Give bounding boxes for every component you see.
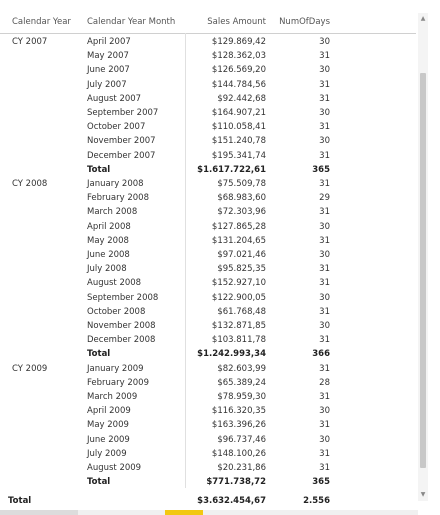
row-month: May 2008 <box>87 235 129 246</box>
cell-sales-amount: $95.825,35 <box>217 264 266 275</box>
row-month: April 2007 <box>87 37 131 47</box>
cell-sales-amount: $20.231,86 <box>217 463 266 473</box>
row-month: July 2008 <box>87 264 127 275</box>
cell-sales-amount: $131.204,65 <box>211 235 266 246</box>
row-header-calendar-year[interactable]: CY 2007 <box>12 37 48 47</box>
cell-num-of-days: 31 <box>319 463 330 473</box>
cell-num-of-days: 30 <box>319 108 330 118</box>
subtotal-sales-amount: $771.738,72 <box>206 477 266 488</box>
subtotal-label: Total <box>87 164 111 175</box>
cell-num-of-days: 30 <box>319 65 330 76</box>
cell-num-of-days: 30 <box>319 221 330 232</box>
row-month: April 2008 <box>87 221 131 232</box>
cell-num-of-days: 31 <box>319 278 330 289</box>
row-month: March 2008 <box>87 207 138 218</box>
cell-sales-amount: $164.907,21 <box>211 108 266 118</box>
cell-sales-amount: $129.869,42 <box>211 37 266 47</box>
cell-sales-amount: $65.389,24 <box>217 377 266 388</box>
row-month: August 2007 <box>87 93 142 104</box>
cell-num-of-days: 31 <box>319 306 330 317</box>
row-month: September 2008 <box>87 292 159 303</box>
cell-num-of-days: 31 <box>319 51 330 62</box>
cell-sales-amount: $97.021,46 <box>217 250 266 260</box>
row-month: July 2007 <box>87 79 127 90</box>
cell-num-of-days: 31 <box>319 235 330 246</box>
subtotal-sales-amount: $1.242.993,34 <box>197 349 266 360</box>
row-month: September 2007 <box>87 108 159 118</box>
subtotal-num-of-days: 365 <box>312 164 330 175</box>
cell-num-of-days: 29 <box>319 193 330 204</box>
vertical-scrollbar[interactable] <box>418 13 428 501</box>
subtotal-num-of-days: 366 <box>312 349 330 360</box>
row-month: April 2009 <box>87 406 131 417</box>
row-month: November 2007 <box>87 136 156 147</box>
row-month: February 2008 <box>87 193 149 204</box>
horizontal-scroll-thumb[interactable] <box>165 510 203 515</box>
cell-sales-amount: $195.341,74 <box>211 150 266 161</box>
cell-num-of-days: 30 <box>319 406 330 417</box>
cell-sales-amount: $163.396,26 <box>211 420 266 431</box>
row-month: March 2009 <box>87 392 138 402</box>
row-month: June 2007 <box>87 65 130 76</box>
table-header <box>0 13 426 33</box>
cell-sales-amount: $132.871,85 <box>211 321 266 331</box>
cell-sales-amount: $82.603,99 <box>217 363 266 374</box>
cell-sales-amount: $110.058,41 <box>211 122 266 133</box>
row-month: May 2009 <box>87 420 129 431</box>
row-month: October 2007 <box>87 122 146 133</box>
cell-sales-amount: $152.927,10 <box>211 278 266 289</box>
cell-num-of-days: 31 <box>319 264 330 275</box>
grand-total-num-of-days: 2.556 <box>303 495 330 506</box>
cell-sales-amount: $61.768,48 <box>217 306 266 317</box>
cell-num-of-days: 31 <box>319 179 330 189</box>
cell-sales-amount: $103.811,78 <box>211 335 266 346</box>
row-month: August 2009 <box>87 463 142 473</box>
cell-sales-amount: $151.240,78 <box>211 136 266 147</box>
cell-num-of-days: 30 <box>319 434 330 445</box>
cell-sales-amount: $144.784,56 <box>211 79 266 90</box>
subtotal-label: Total <box>87 349 111 360</box>
column-header-sales-amount[interactable]: Sales Amount <box>207 17 266 27</box>
row-month: June 2008 <box>87 250 130 260</box>
row-month: January 2008 <box>87 179 144 189</box>
cell-num-of-days: 31 <box>319 207 330 218</box>
row-month: June 2009 <box>87 434 130 445</box>
cell-num-of-days: 30 <box>319 292 330 303</box>
row-month: August 2008 <box>87 278 142 289</box>
cell-num-of-days: 31 <box>319 420 330 431</box>
vertical-scroll-thumb[interactable] <box>420 73 426 468</box>
cell-num-of-days: 30 <box>319 37 330 47</box>
cell-sales-amount: $122.900,05 <box>211 292 266 303</box>
cell-sales-amount: $75.509,78 <box>217 179 266 189</box>
cell-num-of-days: 31 <box>319 93 330 104</box>
grand-total-sales-amount: $3.632.454,67 <box>197 495 266 506</box>
cell-num-of-days: 31 <box>319 79 330 90</box>
cell-num-of-days: 30 <box>319 321 330 331</box>
cell-sales-amount: $72.303,96 <box>217 207 266 218</box>
row-month: February 2009 <box>87 377 149 388</box>
row-month: December 2007 <box>87 150 156 161</box>
cell-sales-amount: $128.362,03 <box>211 51 266 62</box>
row-month: May 2007 <box>87 51 129 62</box>
cell-num-of-days: 30 <box>319 250 330 260</box>
cell-sales-amount: $148.100,26 <box>211 448 266 459</box>
row-month: November 2008 <box>87 321 156 331</box>
cell-sales-amount: $126.569,20 <box>211 65 266 76</box>
cell-sales-amount: $92.442,68 <box>217 93 266 104</box>
horizontal-scroll-track-segment <box>0 510 78 515</box>
cell-sales-amount: $78.959,30 <box>217 392 266 402</box>
scroll-down-arrow-icon[interactable]: ▼ <box>420 491 426 498</box>
cell-sales-amount: $68.983,60 <box>217 193 266 204</box>
horizontal-scrollbar[interactable] <box>0 510 418 515</box>
column-header-calendar-year-month[interactable]: Calendar Year Month <box>87 17 176 27</box>
cell-num-of-days: 31 <box>319 448 330 459</box>
cell-num-of-days: 31 <box>319 122 330 133</box>
cell-sales-amount: $127.865,28 <box>211 221 266 232</box>
grand-total-label: Total <box>8 495 32 506</box>
header-divider <box>0 33 416 34</box>
row-header-calendar-year[interactable]: CY 2008 <box>12 179 48 189</box>
cell-sales-amount: $116.320,35 <box>211 406 266 417</box>
subtotal-label: Total <box>87 477 111 488</box>
row-month: October 2008 <box>87 306 146 317</box>
row-month: December 2008 <box>87 335 156 346</box>
cell-sales-amount: $96.737,46 <box>217 434 266 445</box>
cell-num-of-days: 28 <box>319 377 330 388</box>
cell-num-of-days: 31 <box>319 150 330 161</box>
cell-num-of-days: 31 <box>319 392 330 402</box>
subtotal-num-of-days: 365 <box>312 477 330 488</box>
cell-num-of-days: 31 <box>319 363 330 374</box>
cell-num-of-days: 30 <box>319 136 330 147</box>
scroll-up-arrow-icon[interactable]: ▲ <box>420 15 426 22</box>
cell-num-of-days: 31 <box>319 335 330 346</box>
subtotal-sales-amount: $1.617.722,61 <box>197 164 266 175</box>
row-month: January 2009 <box>87 363 144 374</box>
column-header-num-of-days[interactable]: NumOfDays <box>279 17 330 27</box>
row-header-calendar-year[interactable]: CY 2009 <box>12 363 48 374</box>
row-month: July 2009 <box>87 448 127 459</box>
column-header-calendar-year[interactable]: Calendar Year <box>12 17 71 27</box>
